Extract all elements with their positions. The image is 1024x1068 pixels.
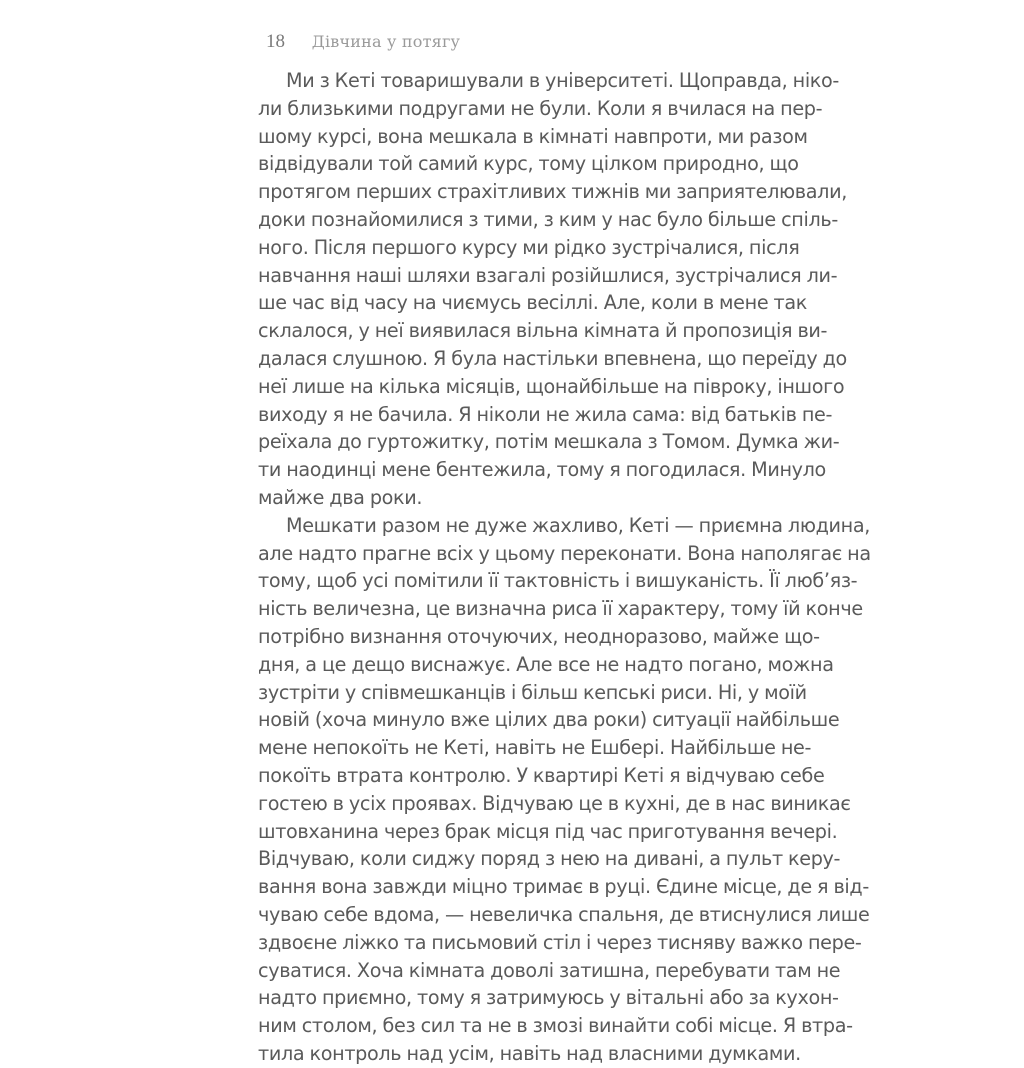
text-line: протягом перших страхітливих тижнів ми заприятелювали,: [258, 180, 847, 204]
text-line: штовханина через брак місця під час приготування вечері.: [258, 819, 838, 843]
text-line: надто приємно, тому я затримуюсь у вітальні або за кухон-: [258, 986, 839, 1010]
text-line: майже два роки.: [258, 485, 423, 509]
text-line: здвоєне ліжко та письмовий стіл і через тисняву важко пере-: [258, 930, 862, 954]
text-line: гостею в усіх проявах. Відчуваю це в кухні, де в нас виникає: [258, 791, 851, 815]
text-line: ність величезна, це визначна риса її характеру, тому їй конче: [258, 597, 863, 621]
text-line: ного. Після першого курсу ми рідко зустрічалися, після: [258, 235, 800, 259]
text-line: дня, а це дещо виснажує. Але все не надто погано, можна: [258, 652, 834, 676]
text-line: Відчуваю, коли сиджу поряд з нею на дивані, а пульт керу-: [258, 847, 841, 871]
text-line: суватися. Хоча кімната доволі затишна, перебувати там не: [258, 958, 841, 982]
text-line: мене непокоїть не Кеті, навіть не Ешбері. Найбільше не-: [258, 736, 812, 760]
text-line: ти наодинці мене бентежила, тому я погодилася. Минуло: [258, 458, 826, 482]
body-text: [258, 67, 871, 1068]
text-line: вання вона завжди міцно тримає в руці. Єдине місце, де я від-: [258, 875, 869, 899]
text-line: тила контроль над усім, навіть над власними думками.: [258, 1041, 801, 1065]
text-line: але надто прагне всіх у цьому переконати. Вона наполягає на: [258, 541, 871, 565]
text-line: ли близькими подругами не були. Коли я вчилася на пер-: [258, 96, 823, 120]
text-line: неї лише на кілька місяців, щонайбільше на півроку, іншого: [258, 374, 845, 398]
text-line: чуваю себе вдома, — невеличка спальня, де втиснулися лише: [258, 902, 870, 926]
text-line: шому курсі, вона мешкала в кімнаті навпроти, ми разом: [258, 124, 808, 148]
text-line: навчання наші шляхи взагалі розійшлися, зустрічалися ли-: [258, 263, 838, 287]
text-line: Мешкати разом не дуже жахливо, Кеті — приємна людина,: [286, 513, 871, 537]
text-line: зустріти у співмешканців і більш кепські риси. Ні, у моїй: [258, 680, 807, 704]
running-head: [266, 31, 460, 53]
text-line: далася слушною. Я була настільки впевнена, що переїду до: [258, 346, 847, 370]
text-line: доки познайомилися з тими, з ким у нас було більше спіль-: [258, 207, 838, 231]
text-line: потрібно визнання оточуючих, неодноразово, майже що-: [258, 624, 820, 648]
book-title: Дівчина у потягу: [311, 32, 461, 51]
text-line: склалося, у неї виявилася вільна кімната й пропозиція ви-: [258, 319, 828, 343]
text-line: Ми з Кеті товаришували в університеті. Щоправда, ніко-: [286, 69, 840, 92]
text-line: ним столом, без сил та не в змозі винайти собі місце. Я втра-: [258, 1014, 853, 1038]
text-line: ше час від часу на чиємусь весіллі. Але, коли в мене так: [258, 291, 807, 315]
text-line: новій (хоча минуло вже цілих два роки) ситуації найбільше: [258, 708, 840, 732]
text-line: тому, щоб усі помітили її тактовність і вишуканість. Її люб’яз-: [258, 569, 858, 593]
text-line: покоїть втрата контролю. У квартирі Кеті я відчуваю себе: [258, 763, 825, 787]
text-line: реїхала до гуртожитку, потім мешкала з Томом. Думка жи-: [258, 430, 840, 454]
text-line: відвідували той самий курс, тому цілком природно, що: [258, 152, 799, 176]
page-number: 18: [266, 31, 285, 52]
text-line: виходу я не бачила. Я ніколи не жила сама: від батьків пе-: [258, 402, 833, 426]
